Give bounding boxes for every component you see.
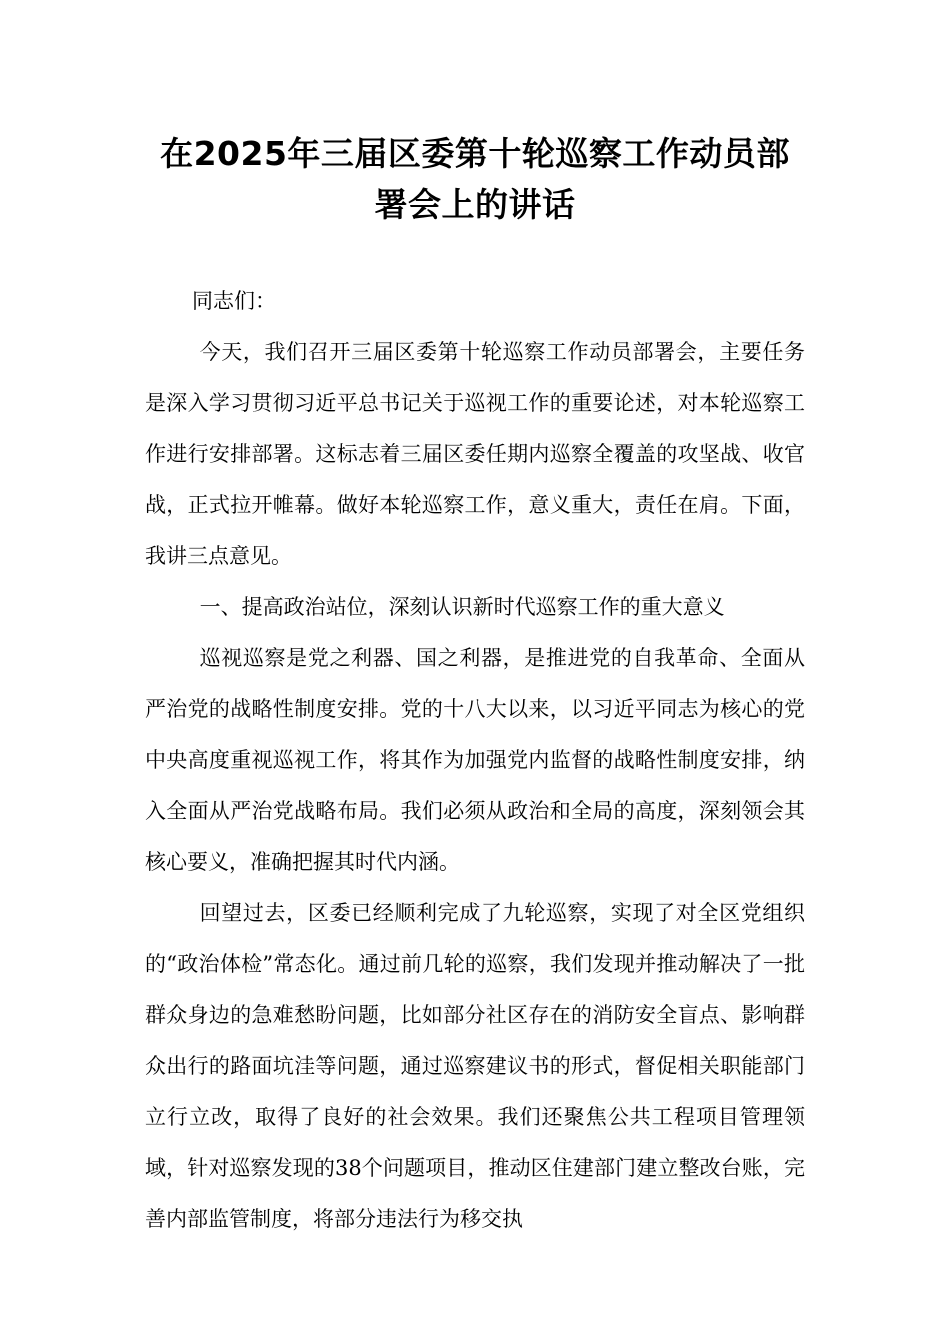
document-body [145, 327, 805, 1245]
document-title: 在2025年三届区委第十轮巡察工作动员部署会上的讲话 [160, 134, 790, 224]
section-heading-1: 一、提高政治站位，深刻认识新时代巡察工作的重大意义 [199, 595, 725, 619]
paragraph-significance: 巡视巡察是党之利器、国之利器，是推进党的自我革命、全面从严治党的战略性制度安排。党的十八大以来，以习近平同志为核心的党中央高度重视巡视工作，将其作为加强党内监督的战略性制度安排，纳入全面从严治党战略布局。我们必须从政治和全局的高度，深刻领会其核心要义，准确把握其时代内涵。 [145, 646, 805, 874]
paragraph-intro: 今天，我们召开三届区委第十轮巡察工作动员部署会，主要任务是深入学习贯彻习近平总书记关于巡视工作的重要论述，对本轮巡察工作进行安排部署。这标志着三届区委任期内巡察全覆盖的攻坚战、收官战，正式拉开帷幕。做好本轮巡察工作，意义重大，责任在肩。下面，我讲三点意见。 [145, 340, 805, 568]
greeting: 同志们： [192, 289, 276, 313]
paragraph-review: 回望过去，区委已经顺利完成了九轮巡察，实现了对全区党组织的“政治体检”常态化。通过前几轮的巡察，我们发现并推动解决了一批群众身边的急难愁盼问题，比如部分社区存在的消防安全盲点、影响群众出行的路面坑洼等问题，通过巡察建议书的形式，督促相关职能部门立行立改，取得了良好的社会效果。我们还聚焦公共工程项目管理领域，针对巡察发现的38个问题项目，推动区住建部门建立整改台账，完善内部监管制度，将部分违法行为移交执 [145, 901, 805, 1231]
